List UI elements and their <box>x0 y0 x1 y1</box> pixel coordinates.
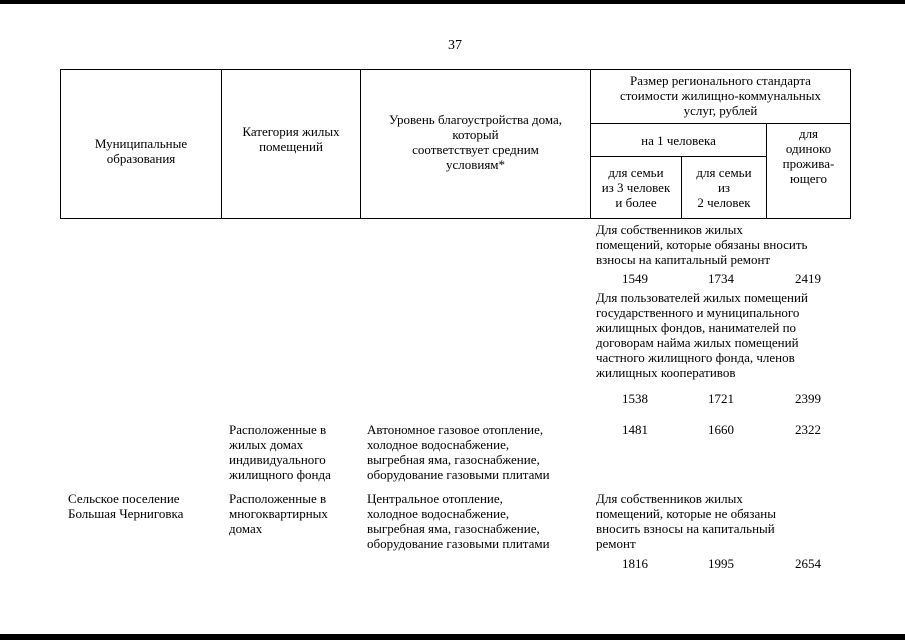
header-family2-line: из <box>717 180 731 195</box>
header-single <box>767 126 850 186</box>
note-line: жилищных фондов, нанимателей по <box>596 320 797 335</box>
page-number: 37 <box>448 38 462 53</box>
note-line: Для пользователей жилых помещений <box>596 290 808 305</box>
level-line: холодное водоснабжение, <box>367 437 510 452</box>
value-family2: 1995 <box>708 556 734 571</box>
header-family3-line: и более <box>615 195 657 210</box>
category-line: Расположенные в <box>229 491 327 506</box>
value-family2: 1721 <box>708 391 734 406</box>
header-per-person: на 1 человека <box>641 133 716 148</box>
header-top-border <box>60 69 851 70</box>
note-line: Для собственников жилых <box>596 222 743 237</box>
value-single: 2654 <box>795 556 821 571</box>
municipality-line: Большая Черниговка <box>68 506 184 521</box>
value-family3: 1481 <box>622 422 648 437</box>
value-family2: 1660 <box>708 422 734 437</box>
value-single: 2322 <box>795 422 821 437</box>
header-category-line: Категория жилых <box>242 124 340 139</box>
header-size-title <box>591 73 850 118</box>
header-per-person-divider <box>590 156 766 157</box>
header-municipality-line: Муниципальные <box>94 136 188 151</box>
municipality-line: Сельское поселение <box>68 491 180 506</box>
level-line: оборудование газовыми плитами <box>367 536 550 551</box>
note-users-tenants <box>596 290 808 380</box>
municipality-name <box>68 491 183 521</box>
level-line: Центральное отопление, <box>367 491 503 506</box>
value-family3: 1538 <box>622 391 648 406</box>
header-level-line: условиям* <box>445 157 506 172</box>
header-municipality-line: образования <box>106 151 176 166</box>
category-apartment <box>229 491 328 536</box>
header-size-line: стоимости жилищно-коммунальных <box>620 88 821 103</box>
header-size-divider <box>590 123 851 124</box>
header-family-3 <box>591 165 681 210</box>
note-line: вносить взносы на капитальный <box>596 521 775 536</box>
header-level-line: соответствует средним <box>412 142 539 157</box>
header-bottom-border <box>60 218 851 219</box>
category-line: жилых домах <box>229 437 304 452</box>
note-owners-not-obliged <box>596 491 776 551</box>
header-family2-line: для семьи <box>696 165 752 180</box>
value-single: 2419 <box>795 271 821 286</box>
note-line: частного жилищного фонда, членов <box>596 350 795 365</box>
note-line: жилищных кооперативов <box>596 365 736 380</box>
level-individual <box>367 422 550 482</box>
header-category-line: помещений <box>259 139 323 154</box>
note-owners-obliged <box>596 222 807 267</box>
note-line: договорам найма жилых помещений <box>596 335 799 350</box>
category-line: индивидуального <box>229 452 326 467</box>
header-size-line: услуг, рублей <box>683 103 758 118</box>
value-family3: 1816 <box>622 556 648 571</box>
header-right-border <box>850 69 851 218</box>
value-family2: 1734 <box>708 271 734 286</box>
header-single-line: одиноко <box>785 141 832 156</box>
note-line: ремонт <box>596 536 636 551</box>
note-line: взносы на капитальный ремонт <box>596 252 771 267</box>
header-single-line: прожива- <box>782 156 835 171</box>
header-single-line: ющего <box>789 171 827 186</box>
note-line: помещений, которые не обязаны <box>596 506 776 521</box>
value-family3: 1549 <box>622 271 648 286</box>
category-line: домах <box>229 521 263 536</box>
header-level-line: Уровень благоустройства дома, <box>388 112 563 127</box>
header-category <box>222 124 360 154</box>
note-line: помещений, которые обязаны вносить <box>596 237 808 252</box>
note-line: государственного и муниципального <box>596 305 800 320</box>
header-family3-line: для семьи <box>608 165 664 180</box>
header-family3-line: из 3 человек <box>601 180 671 195</box>
level-line: выгребная яма, газоснабжение, <box>367 521 540 536</box>
level-line: выгребная яма, газоснабжение, <box>367 452 540 467</box>
category-line: многоквартирных <box>229 506 328 521</box>
header-family-2 <box>682 165 766 210</box>
level-apartment <box>367 491 550 551</box>
header-size-line: Размер регионального стандарта <box>630 73 811 88</box>
header-municipality <box>61 136 221 166</box>
header-level <box>361 112 590 172</box>
note-line: Для собственников жилых <box>596 491 743 506</box>
category-individual <box>229 422 331 482</box>
category-line: жилищного фонда <box>229 467 331 482</box>
value-single: 2399 <box>795 391 821 406</box>
level-line: Автономное газовое отопление, <box>367 422 544 437</box>
bottom-rule <box>0 634 905 640</box>
category-line: Расположенные в <box>229 422 327 437</box>
top-rule <box>0 0 905 4</box>
header-level-line: который <box>452 127 499 142</box>
level-line: оборудование газовыми плитами <box>367 467 550 482</box>
header-family2-line: 2 человек <box>697 195 751 210</box>
level-line: холодное водоснабжение, <box>367 506 510 521</box>
header-single-line: для <box>798 126 819 141</box>
